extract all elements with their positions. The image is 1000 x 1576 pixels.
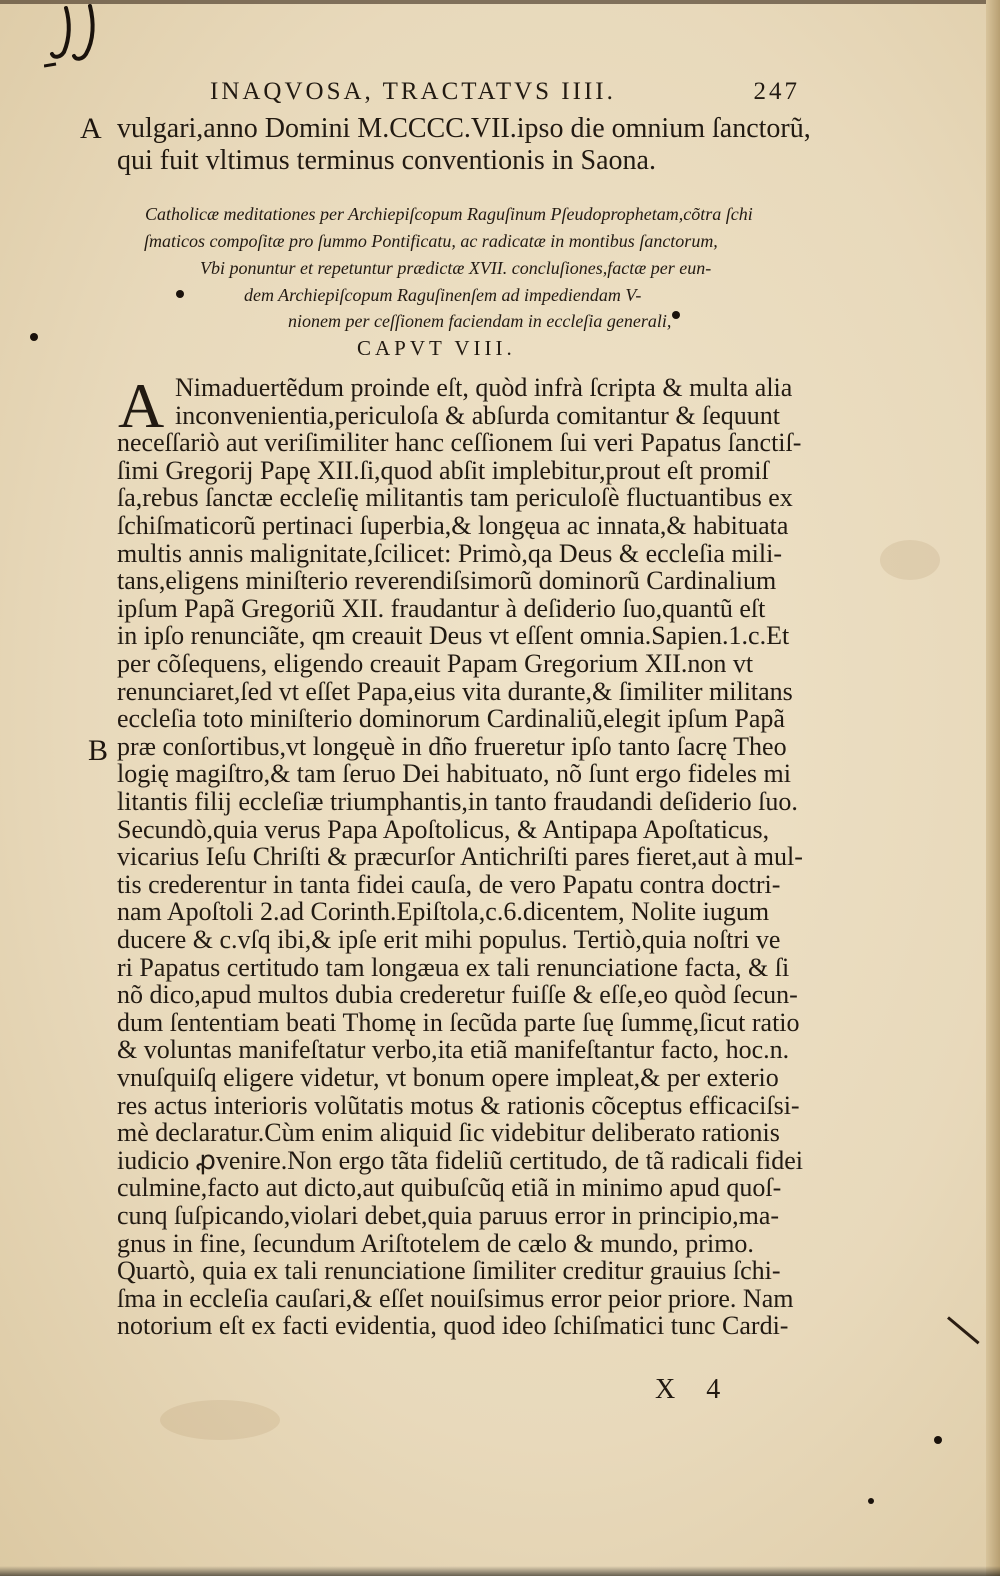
opening-line: qui fuit vltimus terminus conventionis in Saona. [117,145,656,176]
body-line: Nimaduertẽdum proinde eſt, quòd infrà ſcripta & multa alia [175,373,793,402]
body-line: in ipſo renunciãte, qm creauit Deus vt eſſent omnia.Sapien.1.c.Et [117,621,790,651]
body-line: renunciaret,ſed vt eſſet Papa,eius vita durante,& ſimiliter militans [117,676,793,706]
opening-line: vulgari,anno Domini M.CCCC.VII.ipso die omnium ſanctorũ, [117,113,811,144]
body-line: iudicio ꝓvenire.Non ergo tãta fideliũ certitudo, de tã radicali fidei [117,1145,804,1175]
catchword: X 4 [655,1374,733,1405]
paper-stain [880,540,940,580]
body-line: multis annis malignitate,ſcilicet: Primò,qa Deus & eccleſia mili- [117,538,783,568]
body-line: ſa,rebus ſanctæ eccleſię militantis tam periculoſè fluctuantibus ex [117,483,793,513]
body-line: inconvenientia,periculoſa & abſurda comitantur & ſequunt [175,400,781,430]
body-line: notorium eſt ex facti evidentia, quod ideo ſchiſmatici tunc Cardi- [117,1311,789,1341]
ornament-dot [30,333,38,341]
handwritten-folio-mark [44,2,114,72]
rubric-line: Vbi ponuntur et repetuntur prædictæ XVII. concluſiones,factæ per eun- [200,258,712,278]
chapter-heading: CAPVT VIII. [357,336,516,360]
body-line: Secundò,quia verus Papa Apoſtolicus, & Antipapa Apoſtaticus, [117,814,770,844]
body-line: ſma in eccleſia cauſari,& eſſet nouiſsimus error peior priore. Nam [117,1283,794,1313]
body-line: & voluntas manifeſtatur verbo,ita etiã manifeſtantur facto, hoc.n. [117,1035,790,1065]
running-title: INAQVOSA, TRACTATVS IIII. [210,78,616,105]
page-top-edge [0,0,1000,4]
ornament-dot [176,290,184,298]
rubric-line: ſmaticos compoſitæ pro ſummo Pontificatu, ac radicatæ in montibus ſanctorum, [144,231,718,251]
ornament-dot [868,1498,874,1504]
body-line: ri Papatus certitudo tam longæua ex tali renunciatione facta, & ſi [117,952,790,982]
initial-letter: A [118,370,165,441]
body-line: res actus interioris volũtatis motus & rationis cõceptus efficaciſsi- [117,1090,800,1120]
body-line: per cõſequens, eligendo creauit Papam Gregorium XII.non vt [117,649,754,678]
body-line: ſimi Gregorij Papę XII.ſi,quod abſit implebitur,prout eſt promiſ [117,455,769,485]
paper-stain [160,1400,280,1440]
body-line: ipſum Papã Gregoriũ XII. fraudantur à deſiderio ſuo,quantũ eſt [117,593,766,623]
body-line: logię magiſtro,& tam ſeruo Dei habituato, nõ ſunt ergo fideles mi [117,759,791,789]
body-line: nõ dico,apud multos dubia crederetur fuiſſe & eſſe,eo quòd ſecun- [117,980,798,1010]
body-line: eccleſia toto miniſterio dominorum Cardinaliũ,elegit ipſum Papã [117,704,785,734]
body-line: præ conſortibus,vt longęuè in dño frueretur ipſo tanto ſacrę Theo [117,731,787,761]
ornament-dot [672,311,680,319]
body-line: neceſſariò aut veriſimiliter hanc ceſſionem ſui veri Papatus ſanctiſ- [117,428,802,458]
page-number: 247 [753,78,800,105]
page-fore-edge [986,0,1000,1576]
margin-letter-b: B [88,734,109,767]
body-line: culmine,facto aut dicto,aut quibuſcũq etiã in minimo apud quoſ- [117,1173,782,1203]
body-line: ducere & c.vſq ibi,& ipſe erit mihi populus. Tertiò,quia noſtri ve [117,925,781,954]
body-line: cunq ſuſpicando,violari debet,quia paruus error in principio,ma- [117,1201,780,1230]
running-head [210,78,800,114]
ink-stroke [947,1316,980,1344]
rubric-line: Catholicæ meditationes per Archiepiſcopum Raguſinum Pſeudoprophetam,cõtra ſchi [145,204,753,224]
body-line: dum ſententiam beati Thomę in ſecũda parte ſuę ſummę,ſicut ratio [117,1007,800,1037]
body-line: nam Apoſtoli 2.ad Corinth.Epiſtola,c.6.dicentem, Nolite iugum [117,897,770,927]
body-line: tans,eligens miniſterio reverendiſsimorũ dominorũ Cardinalium [117,566,777,596]
body-line: mè declaratur.Cùm enim aliquid ſic videbitur deliberato rationis [117,1118,780,1148]
body-line: vicarius Ieſu Chriſti & præcurſor Antichriſti pares fieret,aut à mul- [117,842,803,872]
body-line: gnus in fine, ſecundum Ariſtotelem de cælo & mundo, primo. [117,1228,754,1258]
body-line: vnuſquiſq eligere videtur, vt bonum opere impleat,& per exterio [117,1063,779,1092]
body-line: Quartò, quia ex tali renunciatione ſimiliter creditur grauius ſchi- [117,1256,781,1286]
body-line: ſchiſmaticorũ pertinaci ſuperbia,& longęua ac innata,& habituata [117,511,789,540]
ornament-dot [934,1436,942,1444]
margin-letter-a: A [80,112,102,145]
page-bottom-shadow [0,1566,1000,1576]
rubric-line: dem Archiepiſcopum Raguſinenſem ad impediendam V- [244,285,642,305]
body-line: litantis filij eccleſiæ triumphantis,in tanto fraudandi deſiderio ſuo. [117,787,798,816]
rubric-line: nionem per ceſſionem faciendam in eccleſia generali, [288,311,672,331]
body-line: tis crederentur in tanta fidei cauſa, de vero Papatu contra doctri- [117,869,781,899]
